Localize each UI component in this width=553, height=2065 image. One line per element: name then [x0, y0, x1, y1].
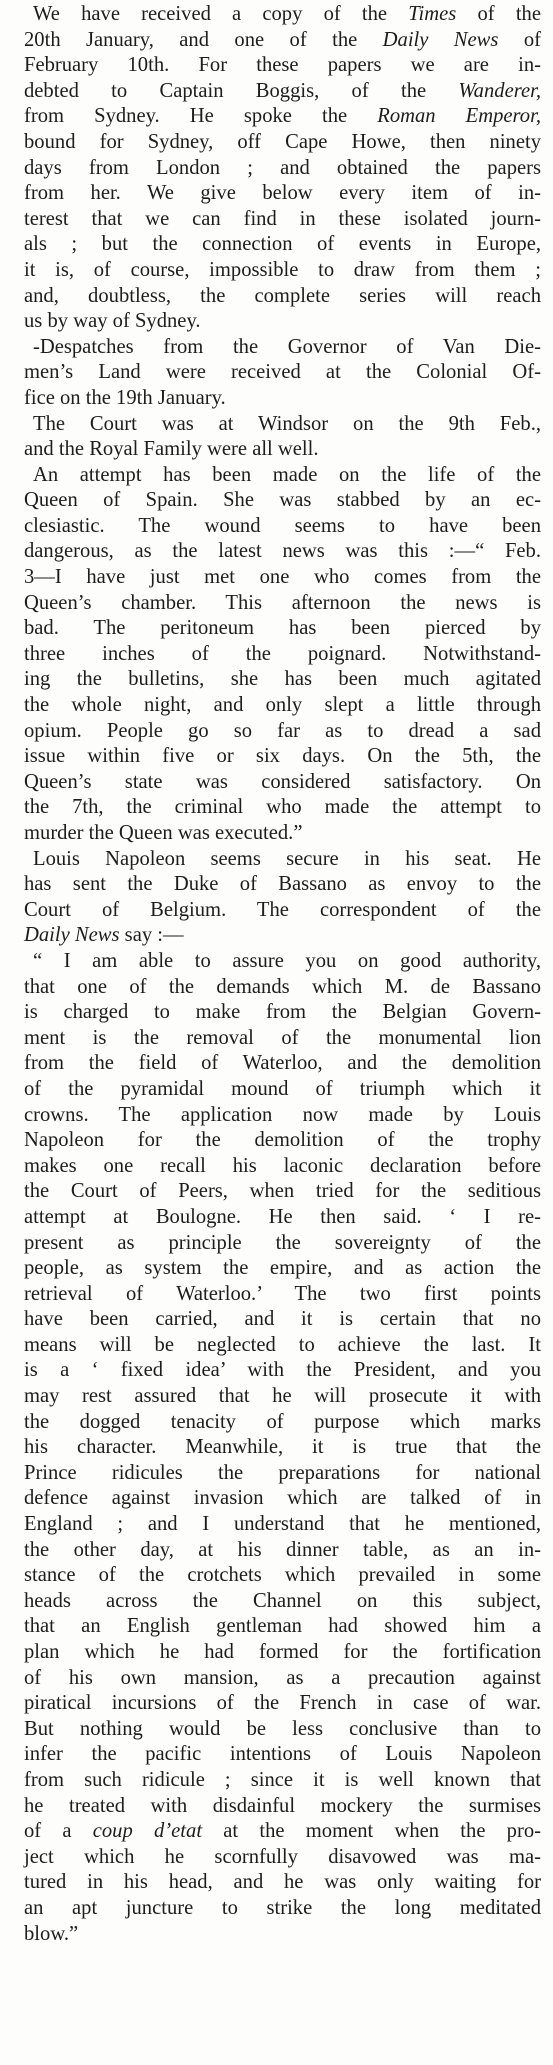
italic-text: Wanderer, [458, 79, 541, 102]
text-segment: may rest assured that he will prosecute it with [24, 1385, 541, 1408]
text-line [24, 1512, 541, 1538]
text-line [24, 437, 541, 463]
text-segment: from Sydney. He spoke the [24, 105, 378, 128]
text-segment: days from London ; and obtained the papers [24, 156, 541, 179]
text-line [24, 335, 541, 361]
text-line [24, 1435, 541, 1461]
text-segment: Prince ridicules the preparations for national [24, 1461, 541, 1484]
text-segment: the other day, at his dinner table, as an in- [24, 1538, 541, 1561]
text-segment: infer the pacific intentions of Louis Napoleon [24, 1743, 541, 1766]
article-column [24, 2, 541, 1947]
text-line [24, 1077, 541, 1103]
text-segment: plan which he had formed for the fortification [24, 1641, 541, 1663]
text-line [24, 1154, 541, 1180]
text-line [24, 1128, 541, 1154]
article-paragraph [24, 463, 541, 847]
text-line [24, 847, 541, 873]
text-segment: an apt juncture to strike the long meditated [24, 1896, 541, 1919]
text-line [24, 1103, 541, 1129]
text-segment: of the [456, 3, 541, 25]
text-line [24, 975, 541, 1001]
text-segment: tured in his head, and he was only waiting for [24, 1871, 541, 1894]
text-line [24, 1819, 541, 1845]
text-line [24, 719, 541, 745]
text-segment: terest that we can find in these isolated journ- [24, 207, 541, 230]
text-line [24, 2, 541, 28]
text-line [24, 258, 541, 284]
text-segment: the whole night, and only slept a little through [24, 694, 541, 717]
text-line [24, 309, 541, 335]
text-segment: has sent the Duke of Bassano as envoy to the [24, 873, 541, 896]
text-segment: and, doubtless, the complete series will reach [24, 284, 541, 307]
text-segment: February 10th. For these papers we are in- [24, 54, 541, 77]
text-segment: Queen of Spain. She was stabbed by an ec- [24, 489, 541, 512]
text-line [24, 1666, 541, 1692]
text-segment: it is, of course, impossible to draw from them ; [24, 258, 541, 281]
text-line [24, 514, 541, 540]
text-segment: murder the Queen was executed.” [24, 822, 303, 844]
text-segment: have been carried, and it is certain that no [24, 1308, 541, 1331]
text-segment: als ; but the connection of events in Europe, [24, 233, 541, 256]
text-line [24, 284, 541, 310]
text-segment: Queen’s state was considered satisfactory. On [24, 770, 541, 793]
text-segment: crowns. The application now made by Louis [24, 1103, 541, 1126]
text-segment: blow.” [24, 1922, 79, 1945]
text-segment: 3—I have just met one who comes from the [24, 566, 541, 589]
italic-text: Roman Emperor, [377, 105, 541, 128]
text-line [24, 770, 541, 796]
text-segment: An attempt has been made on the life of the [33, 463, 541, 486]
text-line [24, 181, 541, 207]
text-line [24, 616, 541, 642]
text-line [24, 412, 541, 438]
text-line [24, 923, 541, 949]
text-segment: retrieval of Waterloo.’ The two first points [24, 1282, 541, 1305]
text-segment: ject which he scornfully disavowed was ma- [24, 1845, 541, 1868]
text-segment: Louis Napoleon seems secure in his seat. He [33, 847, 541, 870]
text-segment: us by way of Sydney. [24, 310, 201, 333]
text-line [24, 1179, 541, 1205]
text-segment: present as principle the sovereignty of the [24, 1231, 541, 1254]
text-line [24, 79, 541, 105]
text-segment: three inches of the poignard. Notwithstand- [24, 642, 541, 665]
text-line [24, 488, 541, 514]
text-line [24, 28, 541, 54]
text-segment: piratical incursions of the French in case of war. [24, 1692, 541, 1715]
text-line [24, 1717, 541, 1743]
text-segment: heads across the Channel on this subject, [24, 1589, 541, 1612]
text-segment: “ I am able to assure you on good authority, [33, 949, 541, 972]
text-segment: of the pyramidal mound of triumph which it [24, 1077, 541, 1100]
text-line [24, 1845, 541, 1871]
text-segment: the 7th, the criminal who made the attempt to [24, 796, 541, 819]
text-line [24, 744, 541, 770]
text-line [24, 1691, 541, 1717]
text-line [24, 156, 541, 182]
text-line [24, 53, 541, 79]
text-segment: ment is the removal of the monumental lion [24, 1026, 541, 1049]
text-line [24, 1640, 541, 1666]
text-segment: from such ridicule ; since it is well known that [24, 1768, 541, 1791]
text-segment: Napoleon for the demolition of the trophy [24, 1129, 541, 1152]
text-segment: The Court was at Windsor on the 9th Feb., [33, 412, 541, 435]
text-line [24, 1231, 541, 1257]
text-line [24, 1589, 541, 1615]
text-line [24, 667, 541, 693]
text-segment: of a [24, 1820, 93, 1843]
text-segment: is charged to make from the Belgian Govern- [24, 1001, 541, 1024]
text-line [24, 360, 541, 386]
text-segment: that an English gentleman had showed him a [24, 1615, 541, 1638]
text-line [24, 1461, 541, 1487]
article-paragraph [24, 412, 541, 463]
text-segment: ing the bulletins, she has been much agitated [24, 668, 541, 691]
text-segment: men’s Land were received at the Colonial Of- [24, 361, 541, 384]
text-segment: the dogged tenacity of purpose which marks [24, 1410, 541, 1433]
text-segment: say :— [119, 924, 184, 947]
text-line [24, 1026, 541, 1052]
text-segment: of his own mansion, as a precaution against [24, 1666, 541, 1689]
italic-text: Times [408, 3, 457, 25]
text-line [24, 539, 541, 565]
text-line [24, 1051, 541, 1077]
text-line [24, 1333, 541, 1359]
text-line [24, 232, 541, 258]
text-line [24, 130, 541, 156]
text-line [24, 821, 541, 847]
text-line [24, 1307, 541, 1333]
text-line [24, 898, 541, 924]
text-segment: clesiastic. The wound seems to have been [24, 514, 541, 537]
text-segment: from her. We give below every item of in- [24, 182, 541, 205]
text-line [24, 1768, 541, 1794]
article-paragraph [24, 2, 541, 335]
text-segment: of [498, 28, 541, 51]
article-paragraph [24, 949, 541, 1947]
text-line [24, 1563, 541, 1589]
italic-text: Daily News [24, 924, 120, 947]
text-line [24, 872, 541, 898]
text-segment: We have received a copy of the [33, 3, 409, 25]
text-segment: bad. The peritoneum has been pierced by [24, 617, 541, 640]
text-segment: people, as system the empire, and as action the [24, 1257, 541, 1280]
text-segment: -Despatches from the Governor of Van Die- [33, 335, 541, 358]
text-segment: at the moment when the pro- [202, 1820, 541, 1843]
text-segment: defence against invasion which are talked of in [24, 1487, 541, 1510]
text-segment: Queen’s chamber. This afternoon the news is [24, 591, 541, 614]
text-line [24, 1410, 541, 1436]
text-segment: and the Royal Family were all well. [24, 438, 319, 461]
text-segment: Court of Belgium. The correspondent of the [24, 898, 541, 921]
text-segment: his character. Meanwhile, it is true that the [24, 1436, 541, 1459]
text-line [24, 1614, 541, 1640]
italic-text: coup d’etat [92, 1820, 203, 1843]
text-line [24, 1870, 541, 1896]
text-line [24, 1205, 541, 1231]
text-line [24, 1384, 541, 1410]
text-line [24, 565, 541, 591]
text-segment: that one of the demands which M. de Bassano [24, 975, 541, 998]
text-segment: he treated with disdainful mockery the surmises [24, 1794, 541, 1817]
text-segment: means will be neglected to achieve the last. It [24, 1333, 541, 1356]
text-segment: from the field of Waterloo, and the demolition [24, 1052, 541, 1075]
text-line [24, 949, 541, 975]
text-line [24, 1794, 541, 1820]
text-line [24, 1486, 541, 1512]
text-segment: issue within five or six days. On the 5th, the [24, 745, 541, 768]
text-segment: is a ‘ fixed idea’ with the President, and you [24, 1359, 541, 1382]
text-line [24, 463, 541, 489]
text-line [24, 1256, 541, 1282]
text-line [24, 795, 541, 821]
text-line [24, 207, 541, 233]
text-line [24, 1538, 541, 1564]
text-line [24, 104, 541, 130]
text-line [24, 1282, 541, 1308]
text-segment: the Court of Peers, when tried for the seditious [24, 1180, 541, 1203]
text-segment: 20th January, and one of the [24, 28, 383, 51]
text-line [24, 1896, 541, 1922]
text-segment: makes one recall his laconic declaration before [24, 1154, 541, 1177]
text-line [24, 1742, 541, 1768]
text-line [24, 1922, 541, 1948]
text-segment: England ; and I understand that he mentioned, [24, 1513, 541, 1536]
text-line [24, 1000, 541, 1026]
text-line [24, 1358, 541, 1384]
text-segment: But nothing would be less conclusive than to [24, 1717, 541, 1740]
article-paragraph [24, 335, 541, 412]
text-segment: fice on the 19th January. [24, 386, 226, 409]
text-line [24, 693, 541, 719]
article-paragraph [24, 847, 541, 949]
text-segment: bound for Sydney, off Cape Howe, then ninety [24, 130, 541, 153]
text-line [24, 386, 541, 412]
text-line [24, 642, 541, 668]
text-segment: stance of the crotchets which prevailed in some [24, 1564, 541, 1587]
text-segment: debted to Captain Boggis, of the [24, 79, 459, 102]
text-line [24, 591, 541, 617]
text-segment: opium. People go so far as to dread a sad [24, 719, 541, 742]
text-segment: attempt at Boulogne. He then said. ‘ I re- [24, 1205, 541, 1228]
text-segment: dangerous, as the latest news was this :—“ Feb. [24, 540, 541, 563]
italic-text: Daily News [382, 28, 499, 51]
